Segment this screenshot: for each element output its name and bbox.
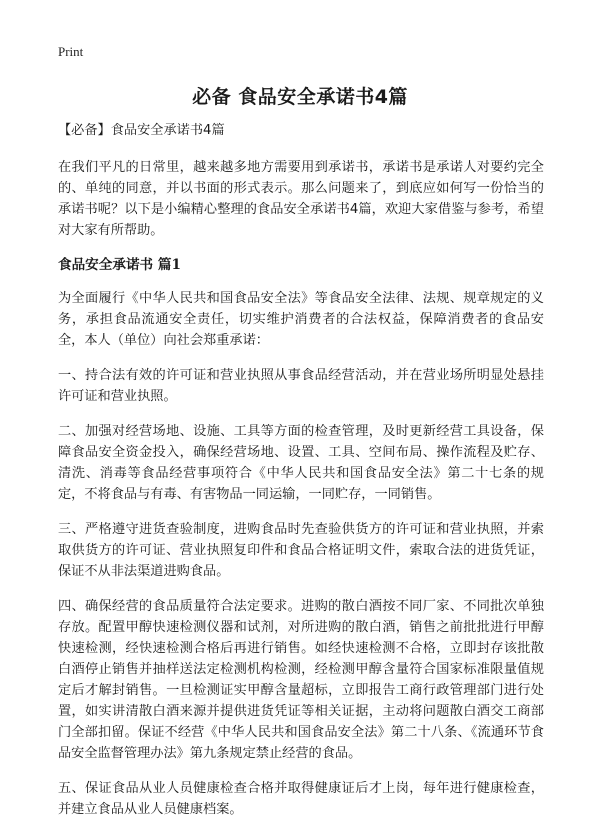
section-paragraph-2: 二、加强对经营场地、设施、工具等方面的检查管理，及时更新经营工具设备，保障食品安全资金投入，确保经营场地、设置、工具、空间布局、操作流程及贮存、清洗、消毒等食品经营事项符合《中华人民共和国食品安全法》第二十七条的规定，不将食品与有毒、有害物品一同运输，一同贮存，一同销售。 <box>58 424 544 502</box>
section-paragraph-4: 四、确保经营的食品质量符合法定要求。进购的散白酒按不同厂家、不同批次单独存放。配置甲醇快速检测仪器和试剂，对所进购的散白酒，销售之前批批进行甲醇快速检测，经快速检测合格后再进行销售。如经快速检测不合格，立即封存该批散白酒停止销售并抽样送法定检测机构检测，经检测甲醇含量符合国家标准限量值规定后才解封销售。一旦检测证实甲醇含量超标，立即报告工商行政管理部门进行处置，如实讲清散白酒来源并提供进货凭证等相关证据，主动将问题散白酒交工商部门全部扣留。保证不经营《中华人民共和国食品安全法》第二十八条、《流通环节食品安全监督管理办法》第九条规定禁止经营的食品。 <box>58 599 544 761</box>
section-paragraph-1: 一、持合法有效的许可证和营业执照从事食品经营活动，并在营业场所明显处悬挂许可证和营业执照。 <box>58 368 544 404</box>
print-link[interactable]: Print <box>58 44 84 59</box>
section-paragraph-5: 五、保证食品从业人员健康检查合格并取得健康证后才上岗，每年进行健康检查，并建立食品从业人员健康档案。 <box>58 781 544 817</box>
intro-paragraph: 在我们平凡的日常里，越来越多地方需要用到承诺书，承诺书是承诺人对要约完全的、单纯的同意，并以书面的形式表示。那么问题来了，到底应如何写一份恰当的承诺书呢？以下是小编精心整理的食品安全承诺书4篇，欢迎大家借鉴与参考，希望对大家有所帮助。 <box>58 160 544 238</box>
document-body <box>58 120 544 834</box>
section-paragraph-preamble: 为全面履行《中华人民共和国食品安全法》等食品安全法律、法规、规章规定的义务，承担食品流通安全责任，切实维护消费者的合法权益，保障消费者的食品安全，本人（单位）向社会郑重承诺： <box>58 291 544 348</box>
section-heading: 食品安全承诺书 篇1 <box>58 257 181 273</box>
section-paragraph-3: 三、严格遵守进货查验制度，进购食品时先查验供货方的许可证和营业执照，并索取供货方的许可证、营业执照复印件和食品合格证明文件，索取合法的进货凭证，保证不从非法渠道进购食品。 <box>58 522 544 579</box>
intro-tag-line: 【必备】食品安全承诺书4篇 <box>58 123 225 138</box>
page-title: 必备 食品安全承诺书4篇 <box>192 86 408 108</box>
